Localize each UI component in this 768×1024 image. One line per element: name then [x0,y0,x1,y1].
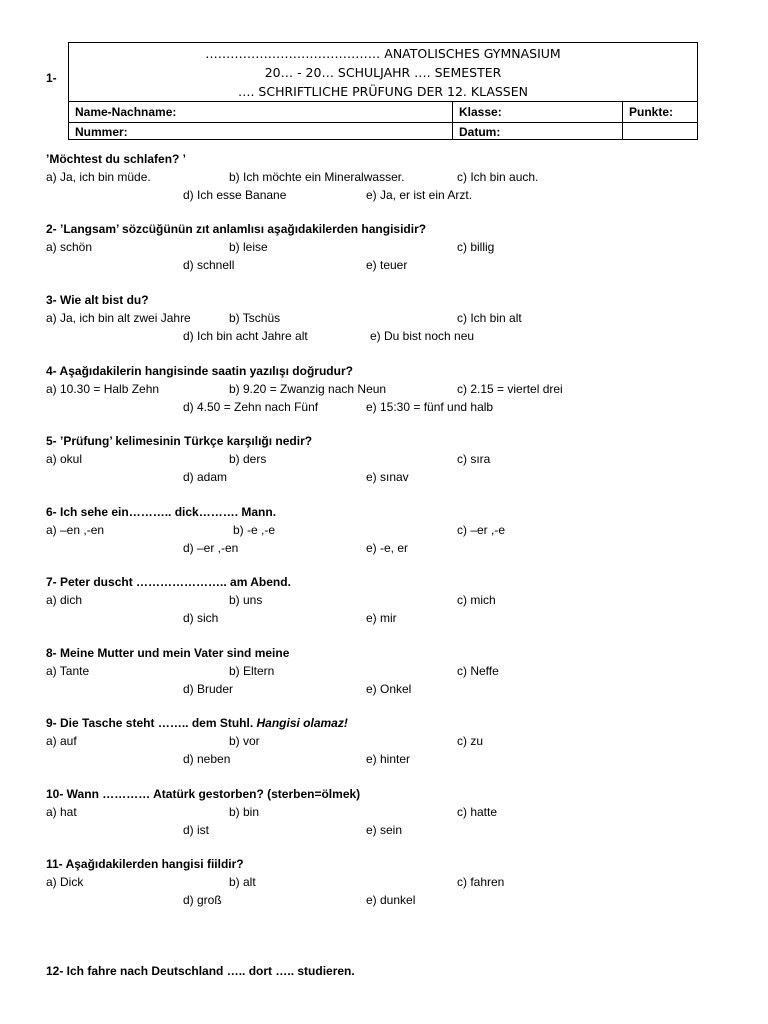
option-c: c) mich [457,593,496,607]
option-c: c) hatte [457,805,498,819]
option-e: e) dunkel [366,893,416,907]
page-number: 1- [46,71,57,85]
option-e: e) -e, er [366,541,409,555]
option-a: a) –en ,-en [46,523,105,537]
question-stem: ’Möchtest du schlafen? ’ [46,152,187,166]
option-c: c) Neffe [457,664,499,678]
exam-title: …. SCHRIFTLICHE PRÜFUNG DER 12. KLASSEN [237,84,528,99]
header-titles [69,43,697,102]
option-e: e) hinter [366,752,411,766]
option-e: e) mir [366,611,397,625]
option-e: e) sınav [366,470,409,484]
header-row-1 [69,103,697,123]
question-12 [46,962,726,980]
question-4 [46,362,726,416]
option-e: e) Ja, er ist ein Arzt. [366,188,473,202]
option-b: b) leise [229,240,268,254]
option-b: b) alt [229,875,256,889]
option-d: d) 4.50 = Zehn nach Fünf [183,400,319,414]
option-d: d) schnell [183,258,235,272]
option-a: a) hat [46,805,77,819]
option-c: c) billig [457,240,495,254]
option-c: c) –er ,-e [457,523,506,537]
question-2 [46,220,726,274]
question-1 [46,150,726,204]
option-b: b) bin [229,805,260,819]
option-b: b) Tschüs [229,311,281,325]
question-stem-note: Hangisi olamaz! [256,716,348,730]
option-a: a) Dick [46,875,84,889]
question-stem: 12- Ich fahre nach Deutschland ….. dort ….. studieren. [46,964,355,978]
exam-header [68,42,698,140]
question-9 [46,714,726,768]
option-a: a) okul [46,452,83,466]
option-b: b) ders [229,452,267,466]
name-label: Name-Nachname: [75,105,177,119]
header-row-2 [69,123,697,142]
option-b: b) -e ,-e [233,523,276,537]
option-d: d) sich [183,611,219,625]
option-b: b) Eltern [229,664,275,678]
option-d: d) Ich bin acht Jahre alt [183,329,308,343]
question-6 [46,503,726,557]
question-stem: 5- ’Prüfung’ kelimesinin Türkçe karşılığı nedir? [46,434,313,448]
question-8 [46,644,726,698]
option-a: a) schön [46,240,93,254]
option-a: a) Ja, ich bin müde. [46,170,151,184]
option-d: d) adam [183,470,228,484]
question-stem: 2- ’Langsam’ sözcüğünün zıt anlamlısı aşağıdakilerden hangisidir? [46,222,427,236]
question-10 [46,785,726,839]
question-stem: 8- Meine Mutter und mein Vater sind meine [46,646,290,660]
option-a: a) dich [46,593,83,607]
option-b: b) vor [229,734,260,748]
option-d: d) –er ,-en [183,541,239,555]
klasse-label: Klasse: [459,105,502,119]
question-stem-text: 9- Die Tasche steht …….. dem Stuhl. [46,716,254,730]
option-c: c) Ich bin alt [457,311,522,325]
option-e: e) teuer [366,258,408,272]
option-a: a) Tante [46,664,90,678]
nummer-label: Nummer: [75,125,128,139]
punkte-label: Punkte: [629,105,674,119]
option-a: a) Ja, ich bin alt zwei Jahre [46,311,191,325]
question-7 [46,573,726,627]
question-stem: 6- Ich sehe ein……….. dick………. Mann. [46,505,277,519]
question-stem: 3- Wie alt bist du? [46,293,149,307]
option-a: a) 10.30 = Halb Zehn [46,382,160,396]
option-e: e) 15:30 = fünf und halb [366,400,494,414]
question-stem: 11- Aşağıdakilerden hangisi fiildir? [46,857,244,871]
question-stem [46,714,726,732]
option-b: b) 9.20 = Zwanzig nach Neun [229,382,387,396]
question-11 [46,855,726,909]
option-e: e) Du bist noch neu [370,329,475,343]
question-stem: 10- Wann ………… Atatürk gestorben? (sterben=ölmek) [46,787,361,801]
option-d: d) groß [183,893,222,907]
option-d: d) Ich esse Banane [183,188,287,202]
question-3 [46,291,726,345]
option-e: e) Onkel [366,682,412,696]
option-a: a) auf [46,734,77,748]
datum-label: Datum: [459,125,501,139]
option-c: c) fahren [457,875,505,889]
option-b: b) Ich möchte ein Mineralwasser. [229,170,405,184]
school-year: 20… - 20… SCHULJAHR …. SEMESTER [264,65,502,80]
school-name: …………………………………… ANATOLISCHES GYMNASIUM [205,46,561,61]
option-b: b) uns [229,593,263,607]
option-d: d) Bruder [183,682,234,696]
option-c: c) 2.15 = viertel drei [457,382,563,396]
question-5 [46,432,726,486]
option-c: c) zu [457,734,484,748]
option-c: c) Ich bin auch. [457,170,539,184]
option-e: e) sein [366,823,403,837]
question-stem: 7- Peter duscht ………………….. am Abend. [46,575,291,589]
divider-punkte [622,102,623,140]
option-d: d) neben [183,752,231,766]
option-d: d) ist [183,823,210,837]
divider-klasse [452,102,453,140]
option-c: c) sıra [457,452,491,466]
question-stem: 4- Aşağıdakilerin hangisinde saatin yazılışı doğrudur? [46,364,353,378]
